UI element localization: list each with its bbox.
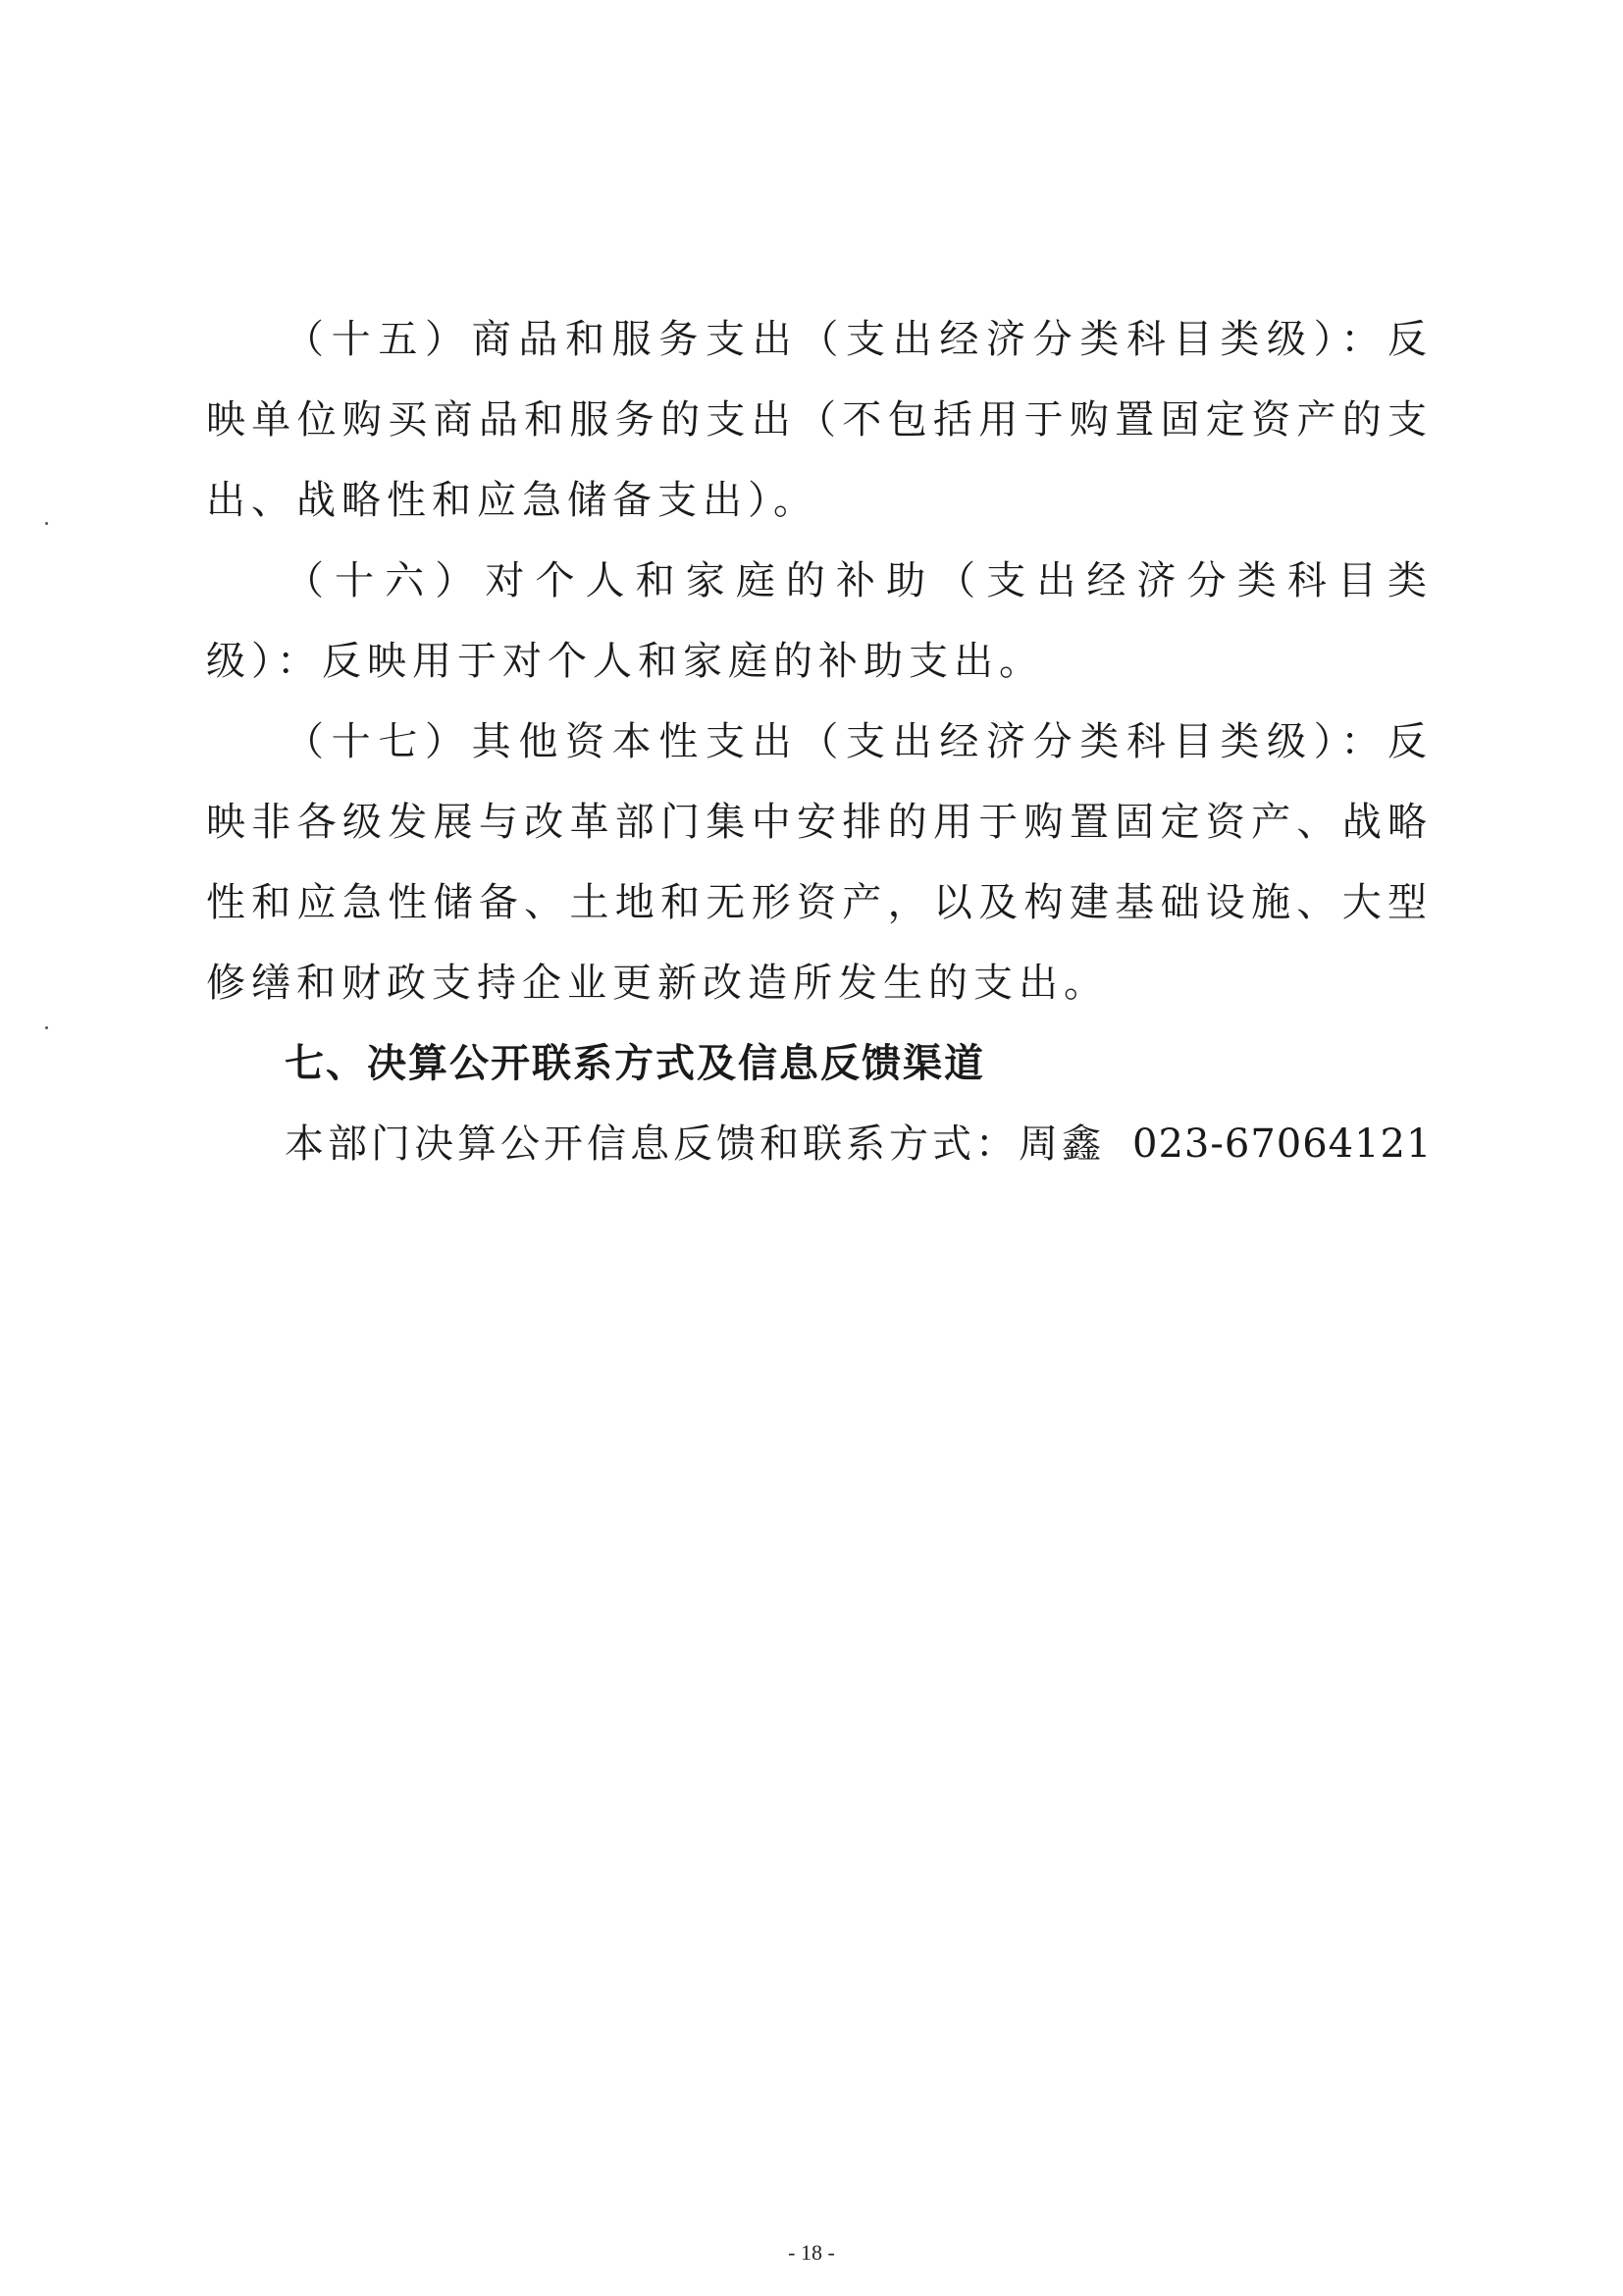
paragraph-item-17: （十七）其他资本性支出（支出经济分类科目类级）：反映非各级发展与改革部门集中安排的用于购置固定资产、战略性和应急性储备、土地和无形资产，以及构建基础设施、大型修缮和财政支持企业更新改造所发生的支出。 <box>206 719 1433 1006</box>
scan-speck <box>45 522 48 525</box>
paragraph-item-15: （十五）商品和服务支出（支出经济分类科目类级）：反映单位购买商品和服务的支出（不包括用于购置固定资产的支出、战略性和应急储备支出）。 <box>206 317 1433 523</box>
document-body <box>206 299 1433 1184</box>
contact-phone: 023-67064121 <box>1132 1122 1433 1167</box>
paragraph-item-16: （十六）对个人和家庭的补助（支出经济分类科目类级）：反映用于对个人和家庭的补助支出。 <box>206 558 1433 684</box>
page-number: - 18 - <box>788 2240 835 2265</box>
contact-line <box>206 1104 1433 1184</box>
contact-label: 本部门决算公开信息反馈和联系方式：周鑫 <box>285 1122 1105 1167</box>
scan-speck <box>45 1026 48 1029</box>
section-heading: 七、决算公开联系方式及信息反馈渠道 <box>285 1041 985 1086</box>
